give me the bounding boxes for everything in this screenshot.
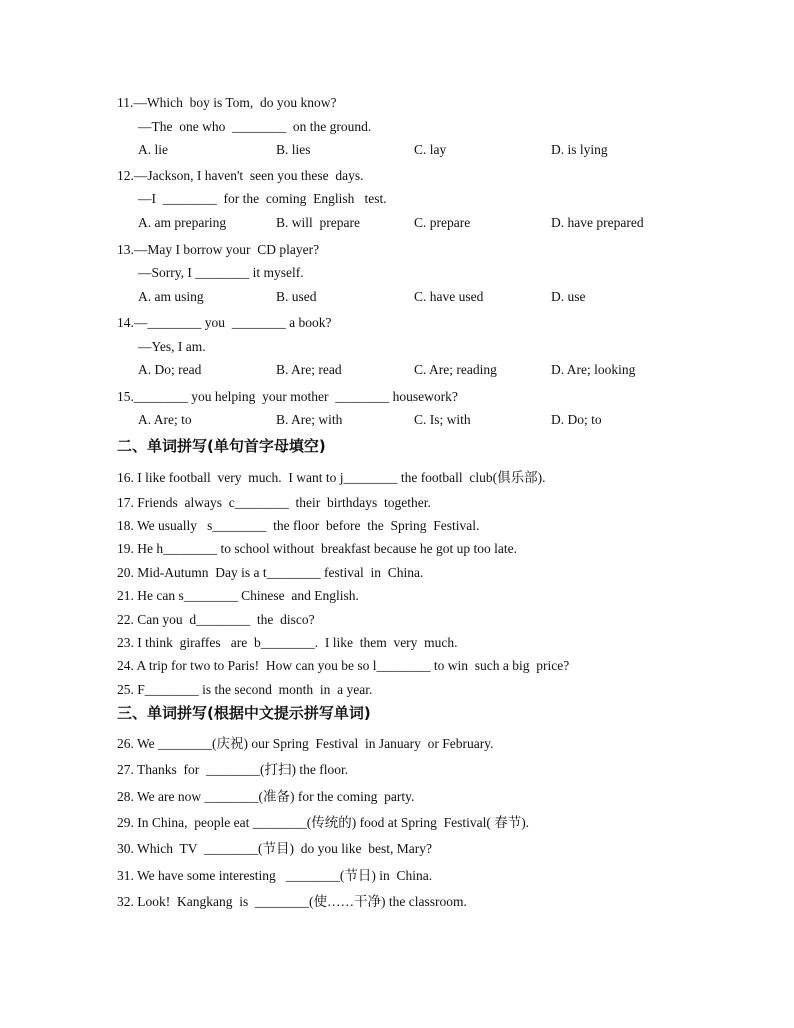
option-c: C. lay [414,142,447,157]
question-31: 31. We have some interesting ________(节日) in China. [117,868,433,883]
option-a: A. am preparing [138,215,227,230]
question-27: 27. Thanks for ________(打扫) the floor. [117,762,349,777]
section-3-heading: 三、单词拼写(根据中文提示拼写单词) [117,704,371,722]
question-15-options [138,411,698,429]
option-b: B. Are; with [276,412,343,427]
question-20: 20. Mid-Autumn Day is a t________ festival in China. [117,565,424,580]
option-a: A. am using [138,289,204,304]
question-12-stem: 12.—Jackson, I haven't seen you these days. [117,168,364,183]
option-d: D. use [551,289,586,304]
option-b: B. lies [276,142,311,157]
question-13-options [138,288,698,306]
question-29: 29. In China, people eat ________(传统的) food at Spring Festival( 春节). [117,815,530,830]
option-a: A. Do; read [138,362,202,377]
question-17: 17. Friends always c________ their birthdays together. [117,495,431,510]
question-26: 26. We ________(庆祝) our Spring Festival in January or February. [117,736,494,751]
option-a: A. lie [138,142,168,157]
option-c: C. Are; reading [414,362,497,377]
question-25: 25. F________ is the second month in a year. [117,682,373,697]
option-c: C. have used [414,289,484,304]
question-11-options [138,141,698,159]
question-22: 22. Can you d________ the disco? [117,612,315,627]
question-21: 21. He can s________ Chinese and English. [117,588,359,603]
question-16: 16. I like football very much. I want to j________ the football club(俱乐部). [117,470,546,485]
option-c: C. prepare [414,215,471,230]
question-24: 24. A trip for two to Paris! How can you be so l________ to win such a big price? [117,658,570,673]
question-13-stem: 13.—May I borrow your CD player? [117,242,320,257]
question-32: 32. Look! Kangkang is ________(使……干净) the classroom. [117,894,467,909]
question-30: 30. Which TV ________(节目) do you like best, Mary? [117,841,432,856]
option-d: D. Are; looking [551,362,636,377]
question-15-stem: 15.________ you helping your mother ________ housework? [117,389,458,404]
question-23: 23. I think giraffes are b________. I like them very much. [117,635,458,650]
option-b: B. Are; read [276,362,342,377]
question-14-reply: —Yes, I am. [138,339,206,354]
question-18: 18. We usually s________ the floor before the Spring Festival. [117,518,480,533]
option-c: C. Is; with [414,412,471,427]
question-13-reply: —Sorry, I ________ it myself. [138,265,304,280]
question-14-stem: 14.—________ you ________ a book? [117,315,332,330]
question-14-options [138,361,698,379]
question-19: 19. He h________ to school without breakfast because he got up too late. [117,541,518,556]
question-11-reply: —The one who ________ on the ground. [138,119,372,134]
option-b: B. used [276,289,317,304]
option-d: D. have prepared [551,215,644,230]
question-28: 28. We are now ________(准备) for the coming party. [117,789,415,804]
option-b: B. will prepare [276,215,360,230]
question-12-options [138,214,698,232]
section-2-heading: 二、单词拼写(单句首字母填空) [117,437,326,455]
question-12-reply: —I ________ for the coming English test. [138,191,387,206]
question-11-stem: 11.—Which boy is Tom, do you know? [117,95,337,110]
option-a: A. Are; to [138,412,192,427]
option-d: D. is lying [551,142,608,157]
option-d: D. Do; to [551,412,602,427]
